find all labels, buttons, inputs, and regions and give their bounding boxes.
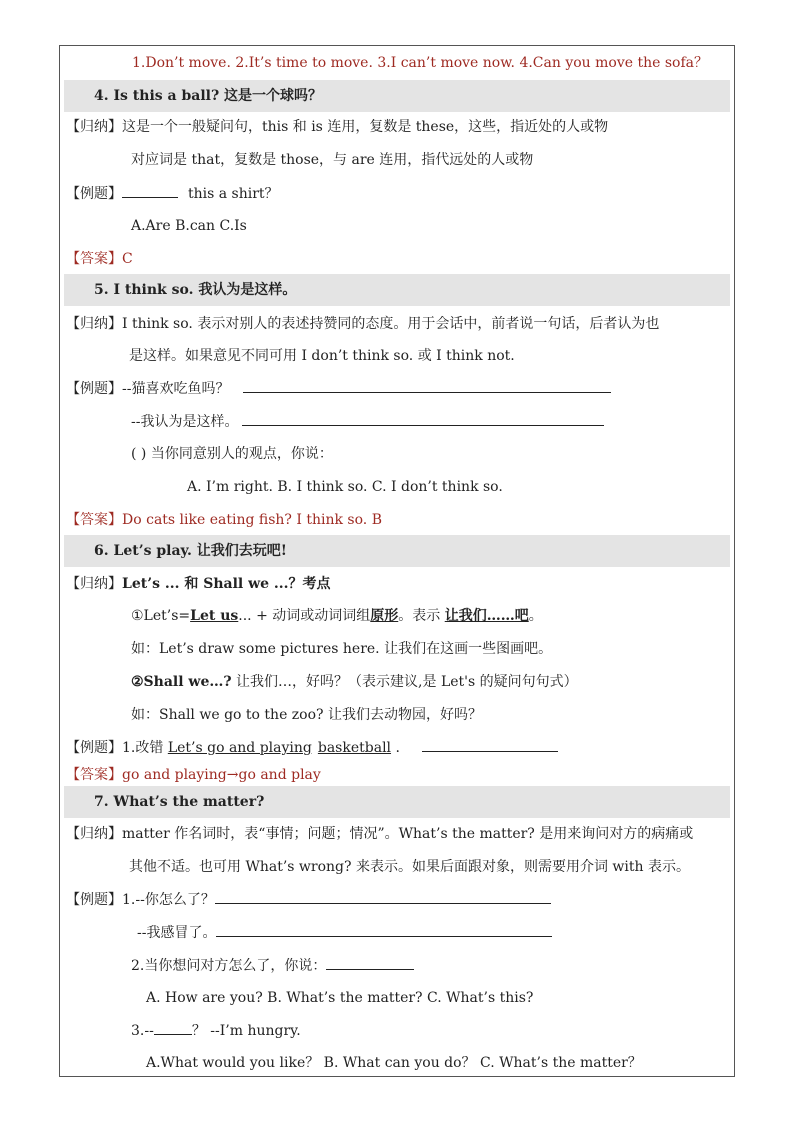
- example-line: [66, 889, 551, 910]
- example-question-1: 1.--你怎么了？: [122, 892, 215, 908]
- summary-text: matter 作名词时，表“事情；问题；情况”。What’s the matter? 是用来询问对方的病痛或: [122, 826, 694, 842]
- section-4-heading: 4. Is this a ball? 这是一个球吗？: [94, 88, 323, 104]
- rule-text: 让我们…，好吗？（表示建议,是 Let's 的疑问句句式）: [231, 674, 578, 690]
- rule-text: 。表示: [398, 608, 445, 624]
- rule-emphasis: Let us: [190, 608, 239, 624]
- example-options: A. How are you? B. What’s the matter? C. What’s this?: [146, 990, 534, 1006]
- answer-text: C: [122, 251, 133, 267]
- example-question: this a shirt？: [188, 186, 279, 202]
- summary-line: [66, 824, 693, 844]
- example-question-4: [131, 1020, 301, 1041]
- rule-emphasis: 原形: [370, 608, 399, 624]
- rule-emphasis: 让我们……吧: [444, 608, 529, 624]
- rule-1-example: 如：Let’s draw some pictures here. 让我们在这画一些图画吧。: [131, 641, 553, 657]
- section-5-heading: 5. I think so. 我认为是这样。: [94, 282, 297, 298]
- answer-blank[interactable]: [243, 378, 611, 393]
- answer-label: 【答案】: [66, 767, 122, 783]
- answer-label: 【答案】: [66, 512, 122, 528]
- example-options: A. I’m right. B. I think so. C. I don’t think so.: [187, 479, 503, 495]
- answer-blank[interactable]: [422, 737, 558, 752]
- answer-blank[interactable]: [242, 411, 604, 426]
- answer-blank[interactable]: [122, 183, 178, 198]
- example-options-2: A.What would you like？ B. What can you do？ C. What’s the matter？: [146, 1055, 642, 1071]
- summary-title: Let’s ... 和 Shall we ...？考点: [122, 576, 331, 592]
- example-question-3: ( ) 当你同意别人的观点，你说：: [131, 446, 333, 462]
- answer-line: [66, 249, 133, 269]
- example-underlined: basketball: [317, 740, 392, 756]
- rule-emphasis: ②Shall we…?: [131, 674, 232, 690]
- previous-answers: 1.Don’t move. 2.It’s time to move. 3.I can’t move now. 4.Can you move the sofa？: [132, 55, 709, 71]
- summary-label: 【归纳】: [66, 119, 122, 135]
- summary-line-2: 是这样。如果意见不同可用 I don’t think so. 或 I think not.: [129, 348, 515, 364]
- summary-text: 这是一个一般疑问句，this 和 is 连用，复数是 these，这些，指近处的人或物: [122, 119, 609, 135]
- example-question-2: --我认为是这样。: [131, 414, 239, 430]
- summary-line: [66, 117, 608, 137]
- answer-blank[interactable]: [215, 889, 551, 904]
- summary-label: 【归纳】: [66, 826, 122, 842]
- example-label: 【例题】: [66, 186, 122, 202]
- example-options: A.Are B.can C.Is: [131, 218, 247, 234]
- answer-line: [66, 510, 382, 530]
- rule-1: [131, 606, 543, 626]
- example-underlined: Let’s go and playing: [167, 740, 312, 756]
- question-text: 3.--: [131, 1023, 154, 1039]
- summary-label: 【归纳】: [66, 316, 122, 332]
- answer-label: 【答案】: [66, 251, 122, 267]
- example-label: 【例题】: [66, 740, 122, 756]
- summary-line: [66, 314, 659, 334]
- example-label: 【例题】: [66, 381, 122, 397]
- answer-blank[interactable]: [154, 1020, 192, 1035]
- summary-line-2: 对应词是 that，复数是 those，与 are 连用，指代远处的人或物: [131, 152, 534, 168]
- example-line-2: [137, 922, 552, 943]
- example-text: .: [391, 740, 400, 756]
- section-6-heading: 6. Let’s play. 让我们去玩吧!: [94, 543, 287, 559]
- example-question-1: --猫喜欢吃鱼吗？: [122, 381, 230, 397]
- example-text: 1.改错: [122, 740, 168, 756]
- rule-text: 。: [528, 608, 543, 624]
- answer-blank[interactable]: [326, 955, 414, 970]
- summary-line: [66, 574, 331, 594]
- example-question-3: [131, 955, 414, 976]
- example-line: [66, 737, 558, 758]
- rule-2: [131, 672, 578, 692]
- summary-line-2: 其他不适。也可用 What’s wrong? 来表示。如果后面跟对象，则需要用介词 with 表示。: [129, 859, 690, 875]
- example-line-2: [131, 411, 604, 432]
- question-text: 2.当你想问对方怎么了，你说：: [131, 958, 327, 974]
- rule-2-example: 如：Shall we go to the zoo? 让我们去动物园，好吗？: [131, 707, 482, 723]
- rule-text: ①Let’s=: [131, 608, 191, 624]
- answer-line: [66, 765, 321, 785]
- question-text: ？ --I’m hungry.: [191, 1023, 301, 1039]
- example-label: 【例题】: [66, 892, 122, 908]
- summary-text: I think so. 表示对别人的表述持赞同的态度。用于会话中，前者说一句话，后者认为也: [122, 316, 660, 332]
- answer-text: Do cats like eating fish? I think so. B: [122, 512, 382, 528]
- answer-text: go and playing→go and play: [122, 767, 321, 783]
- answer-blank[interactable]: [216, 922, 552, 937]
- section-7-heading: 7. What’s the matter?: [94, 794, 265, 810]
- example-question-2: --我感冒了。: [137, 925, 217, 941]
- example-line: [66, 183, 279, 204]
- rule-text: ... + 动词或动词词组: [238, 608, 371, 624]
- example-line: [66, 378, 611, 399]
- summary-label: 【归纳】: [66, 576, 122, 592]
